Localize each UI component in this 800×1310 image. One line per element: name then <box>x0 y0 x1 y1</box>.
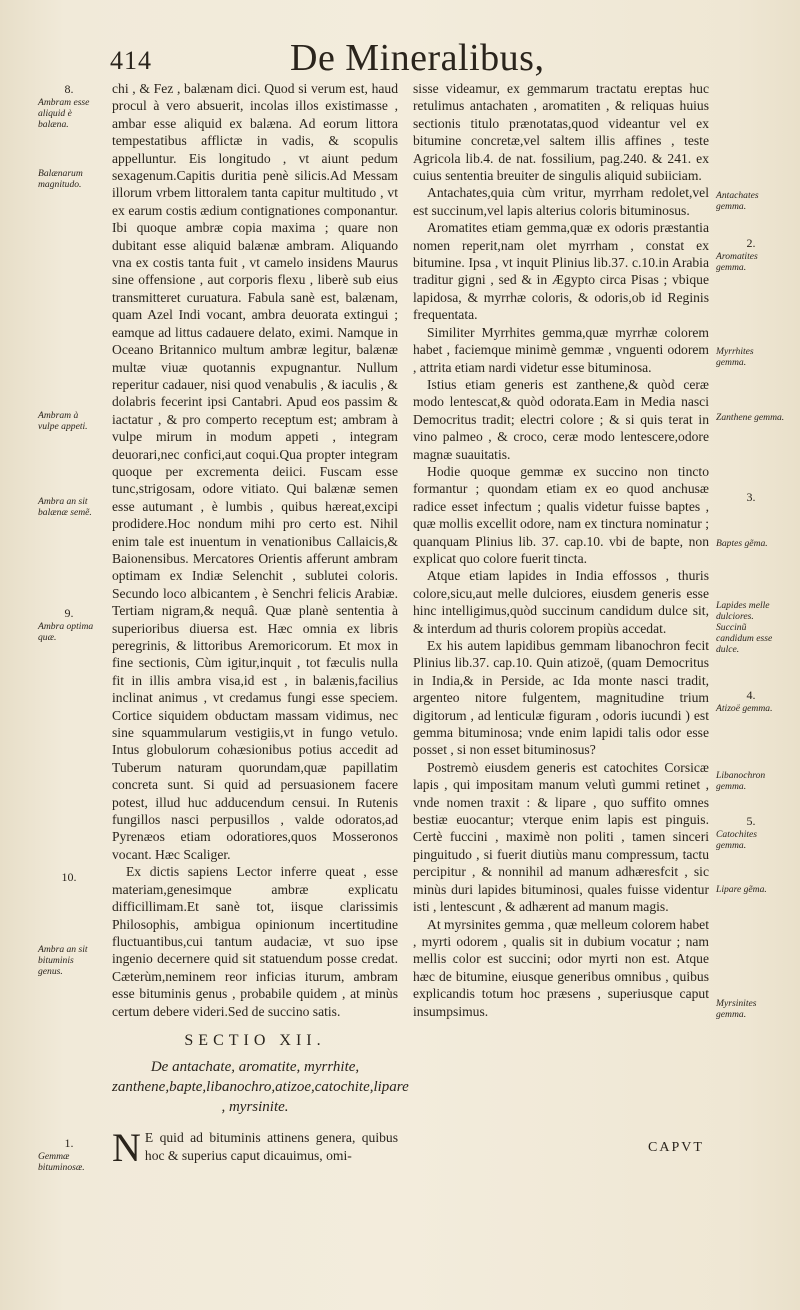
margin-note-text: Ambram esse aliquid è balæna. <box>38 97 90 130</box>
margin-note-number: 9. <box>64 606 74 620</box>
paragraph: Atque etiam lapides in India effossos , thuris colore,sicu,aut melle dulciores, eiusdem generis esse hinc intelligimus,quòd succinum candidum dulce sit, & interdum ad thuris colorem propiùs accedat. <box>413 568 709 636</box>
margin-note-right <box>716 538 786 549</box>
margin-note-text: Myrsinites gemma. <box>716 998 757 1020</box>
margin-note-left <box>38 410 100 432</box>
margin-note-right <box>716 600 786 655</box>
margin-note-right <box>716 998 786 1020</box>
margin-note-left <box>38 84 100 130</box>
text-column-right <box>413 80 709 1020</box>
margin-note-left <box>38 168 100 190</box>
margin-note-number: 1. <box>64 1136 74 1150</box>
margin-note-left <box>38 496 100 518</box>
margin-note-text: Gemmæ bituminosæ. <box>38 1151 85 1173</box>
section-heading: SECTIO XII. <box>184 1031 326 1049</box>
margin-note-left <box>38 944 100 977</box>
paragraph: Istius etiam generis est zanthene,& quòd ceræ modo lentescat,& quòd odorata.Eam in Media nasci Democritus tradit; electri colore ; & si quis terat in vino palmeo , & croco, ceræ modo lentescere,odore magnæ suauitatis. <box>413 376 709 462</box>
margin-note-text: Ambra optima quæ. <box>38 621 94 643</box>
margin-note-number: 10. <box>61 870 77 884</box>
page-number: 414 <box>110 46 152 75</box>
section-title: De antachate, aromatite, myrrhite, zanthene,bapte,libanochro,atizoe,catochite,lipare , myrsinite. <box>112 1059 409 1116</box>
margin-note-right <box>716 346 786 368</box>
paragraph: Postremò eiusdem generis est catochites Corsicæ lapis , qui impositam manum velutì gummi retinet , vnde nomen traxit : & lipare , quo suffito omnes bestiæ euocantur; vterque enim lapis est pinguis. Certè fuccini , maximè non politi , tamen sinceri pinguitudo , si fuerit diutiùs manu compressum, tactu percipitur , & nonnihil ad manum adhæresfcit , sic minùs duri lapides bituminosi, quales fuisse videntur isti , lentescunt , & adhærent ad manum magis. <box>413 759 709 915</box>
margin-note-left <box>38 872 100 885</box>
margin-note-right <box>716 238 786 273</box>
margin-note-right <box>716 884 786 895</box>
margin-note-text: Ambram à vulpe appeti. <box>38 410 88 432</box>
paragraph: At myrsinites gemma , quæ melleum colorem habet , myrti odorem , qualis sit in dubium vocatur ; nam mellis color est succini; odor myrti non est. Atque hæc de bitumine, eiusque generibus omnibus , quibus explicandis totum hoc præsens , superiusque caput insumpsimus. <box>413 916 709 1019</box>
drop-cap: N <box>112 1125 141 1171</box>
margin-note-number: 8. <box>64 82 74 96</box>
margin-note-text: Libanochron gemma. <box>716 770 766 792</box>
margin-note-number: 5. <box>746 814 756 828</box>
paragraph: Aromatites etiam gemma,quæ ex odoris præstantia nomen reperit,nam olet myrrham , constat ex bitumine. Ipsa , vt inquit Plinius lib.37. c.10.in Arabia traditur gigni , sed & in Ægypto circa Pisas ; vbique lapidosa, & myrrhæ coloris, & odoris,ob id Reginis frequentata. <box>413 220 709 323</box>
margin-note-text: Myrrhites gemma. <box>716 346 754 368</box>
margin-note-right <box>716 770 786 792</box>
margin-note-text: Zanthene gemma. <box>716 412 785 423</box>
text-column-left <box>112 80 409 1171</box>
paragraph: Similiter Myrrhites gemma,quæ myrrhæ colorem habet , faciemque minimè gemmæ , vnguenti odorem , attrita etiam nardi videtur esse bituminosa. <box>413 324 709 375</box>
paragraph-text: E quid ad bituminis attinens genera, quibus hoc & superius caput dicauimus, omi- <box>144 1130 398 1163</box>
margin-note-left <box>38 1138 100 1173</box>
margin-note-text: Catochites gemma. <box>716 829 758 851</box>
margin-note-text: Ambra an sit bituminis genus. <box>38 944 88 977</box>
catchword: CAPVT <box>648 1140 704 1155</box>
margin-note-number: 4. <box>746 688 756 702</box>
margin-note-right <box>716 412 786 423</box>
margin-note-text: Lipare gẽma. <box>716 884 767 895</box>
margin-note-number: 3. <box>746 490 756 504</box>
margin-note-left <box>38 608 100 643</box>
margin-note-text: Baptes gẽma. <box>716 538 768 549</box>
running-head: De Mineralibus, <box>290 37 545 79</box>
paragraph: Ex his autem lapidibus gemmam libanochron fecit Plinius lib.37. cap.10. Quin atizoë, (quam Democritus in India,& in Perside, ac Ida monte nasci tradit, argenteo nitore fulgentem, magnitudine trium digitorum , ad lenticulæ figuram , odoris iucundi ) est gemma bituminosa; vnde enim lapidi talis odor esse posset , si non esset bituminosus? <box>413 638 709 758</box>
margin-note-right <box>716 690 786 714</box>
margin-note-right <box>716 492 786 505</box>
margin-note-text: Aromatites gemma. <box>716 251 758 273</box>
paragraph: Hodie quoque gemmæ ex succino non tincto formantur ; quondam etiam ex eo quod anchusæ radice esset infectum ; qualis videtur fuisse baptes , quæ mollis excellit odore, nam ex tinctura nominatur ; quanquam Plinius lib. 37. cap.10. vbi de bapte, non explicat quo colore fuerit tincta. <box>413 463 709 566</box>
margin-note-right <box>716 816 786 851</box>
margin-note-text: Antachates gemma. <box>716 190 759 212</box>
margin-note-text: Balænarum magnitudo. <box>38 168 83 190</box>
margin-note-right <box>716 190 786 212</box>
paragraph: Antachates,quia cùm vritur, myrrham redolet,vel est succinum,vel lapis alterius coloris bituminosus. <box>413 185 709 218</box>
margin-note-text: Atizoë gemma. <box>716 703 773 714</box>
margin-note-number: 2. <box>746 236 756 250</box>
paragraph: chi , & Fez , balænam dici. Quod si verum est, haud procul à vero absuerit, incolas illos existimasse , ambar esse aliquid ex balæna. Ad eorum littora tempestatibus afflictæ in vadis, & scopulis appelluntur. Eis longitudo , vt aiunt pedum sexagenum.Capitis duritia penè silicis.Ad Messam illorum vrbem littoralem tanta capitur multitudo , vt ex earum costis ædium contignationes componantur. Ibi quoque ambræ copia maxima ; quare non dubitant esse aliquid balænæ ambram. Aliquando vna ex costis tanta fuit , vt camelo insidens Maurus sine offensione , aut corporis flexu , liberè sub eius transmitteret curuatura. Fabula sanè est, balænam, quam Azel Indi vocant, ambra deuorata extingui ; eamque ad littus cadauere delato, eximi. Namque in Oceano Britannico multum ambræ legitur, balænæ multæ viuæ quotannis expugnantur. Nullum reperitur cadauer, nisi quod venabulis , & iaculis , & dolabris fecerint ipsi Cantabri. Apud eos passim & iactatur , & pro comperto receptum est; ambram à vulpe mirum in modum appeti , integram deuorari,nec confici,aut coqui.Qua propter integram quoque per excrementa deiici. Fuscam esse tunc,strigosam, odore vitiato. Qui balænæ semen esse autumant , è lumbis , quibus hæreat,excipi prodidere.Hoc nondum mihi pro certo est. Nihil enim tale est inuentum in venationibus Callaicis,& Baionensibus. Mercatores Orientis afferunt ambram optimam ex Indiæ Selenchit , sublutei coloris. Secundo loco albicantem , è Senchri felicis Arabiæ. Tertiam nigram,& nequâ. Quæ planè sententia à superioribus diuersa est. Hæc omnia ex libris peregrinis, & littoribus Aremoricorum. Et mox in fine sectionis, Cùm igitur,inquit , tot fæculis nulla fit in illis ambra visa,id est , in balænis,facilius inclinat animus , vt credamus fungi esse speciem. Cortice siquidem obductam massam vidimus, nec sine squammularum vestigiis,vt in fungo vetulo. Intus globulorum cohæsionibus potius accedit ad Tuberum naturam quorundam,quæ papillatim concreta sunt. Si quid ad persuasionem facere potest, illud huc adducendum censui. In Rutenis fungillos nasci perpusillos , valde odoratos,ad Pyrenæos etiam odoratiores,quos Mosseronos vocant. Hæc Scaliger. <box>112 81 398 862</box>
margin-note-text: Ambra an sit balænæ semẽ. <box>38 496 92 518</box>
dropcap-paragraph <box>112 1125 398 1171</box>
paragraph: Ex dictis sapiens Lector inferre queat , esse materiam,genesimque ambræ explicatu difficillimam.Et sanè tot, iisque clarissimis Philosophis, ambigua opinionum incertitudine fluctuantibus,cui tantum audaciæ, vt suo ipse ingenio decernere quid sit statuendum posse credat. Cæterùm,neminem reor inficias iturum, ambram esse bituminis genus , probabile quidem , at minùs certum debere videri.Sed de succino satis. <box>112 864 398 1019</box>
paragraph: sisse videamur, ex gemmarum tractatu ereptas huc retulimus antachaten , aromatiten , & reliquas huius sectionis titulo prænotatas,quod videantur vel ex bitumine concretæ,vel saltem illis affines , teste Agricola lib.4. de nat. fossilium, pag.240. & 241. ex cuius sententia breuiter de singulis aliquid subiiciam. <box>413 81 709 184</box>
margin-note-text: Lapides melle dulciores. Succinũ candidum esse dulce. <box>716 600 773 655</box>
